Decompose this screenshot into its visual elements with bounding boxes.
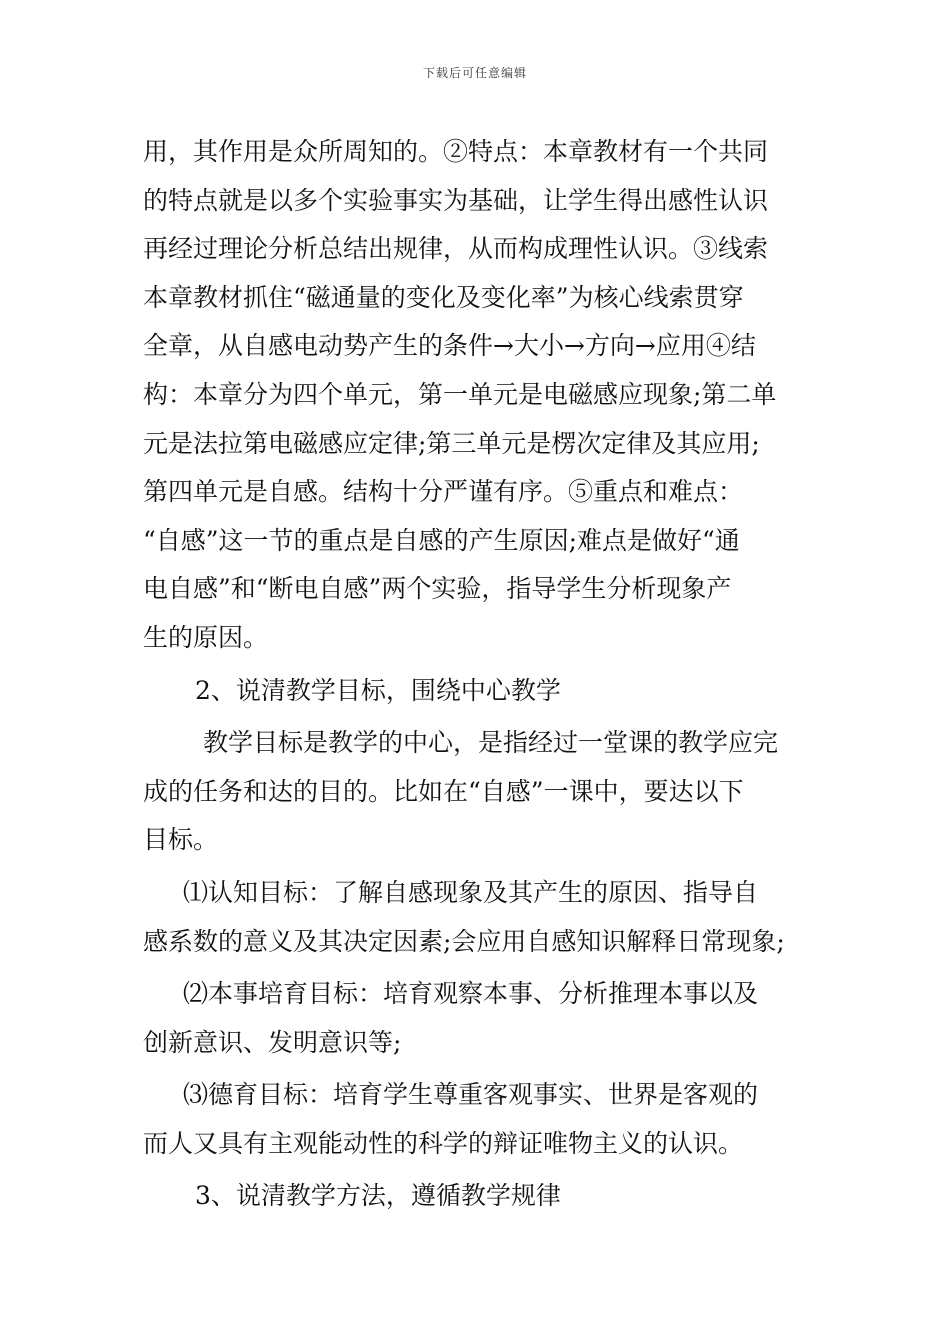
list-item: ⑴认知目标：了解自感现象及其产生的原因、指导自: [183, 877, 759, 907]
text-line: 再经过理论分析总结出规律，从而构成理性认识。③线索: [143, 234, 769, 264]
text-line: 构：本章分为四个单元，第一单元是电磁感应现象;第二单: [143, 379, 777, 409]
list-item: ⑶德育目标：培育学生尊重客观事实、世界是客观的: [183, 1080, 759, 1110]
document-body: [143, 128, 811, 1221]
text-line: 元是法拉第电磁感应定律;第三单元是楞次定律及其应用;: [143, 428, 760, 458]
text-line: 目标。: [143, 825, 219, 855]
text-line: 创新意识、发明意识等;: [143, 1027, 402, 1057]
list-item: ⑵本事培育目标：培育观察本事、分析推理本事以及: [183, 979, 759, 1009]
text-line: 感系数的意义及其决定因素;会应用自感知识解释日常现象;: [143, 926, 785, 956]
section-heading: 2、说清教学目标，围绕中心教学: [195, 675, 561, 705]
text-line: 电自感”和“断电自感”两个实验，指导学生分析现象产: [143, 574, 732, 604]
text-line: 全章，从自感电动势产生的条件→大小→方向→应用④结: [143, 331, 756, 361]
text-line: 用，其作用是众所周知的。②特点：本章教材有一个共同: [143, 137, 769, 166]
text-line: 第四单元是自感。结构十分严谨有序。⑤重点和难点：: [143, 477, 744, 507]
text-line: 的特点就是以多个实验事实为基础，让学生得出感性认识: [143, 185, 769, 215]
text-line: 成的任务和达的目的。比如在“自感”一课中，要达以下: [143, 776, 744, 806]
text-line: “自感”这一节的重点是自感的产生原因;难点是做好“通: [143, 525, 740, 555]
section-heading: 3、说清教学方法，遵循教学规律: [195, 1181, 561, 1211]
text-line: 而人又具有主观能动性的科学的辩证唯物主义的认识。: [143, 1128, 744, 1158]
text-line: 教学目标是教学的中心，是指经过一堂课的教学应完: [203, 728, 779, 758]
text-line: 生的原因。: [143, 622, 269, 652]
text-line: 本章教材抓住“磁通量的变化及变化率”为核心线索贯穿: [143, 282, 744, 312]
page-header: 下载后可任意编辑: [422, 66, 527, 80]
